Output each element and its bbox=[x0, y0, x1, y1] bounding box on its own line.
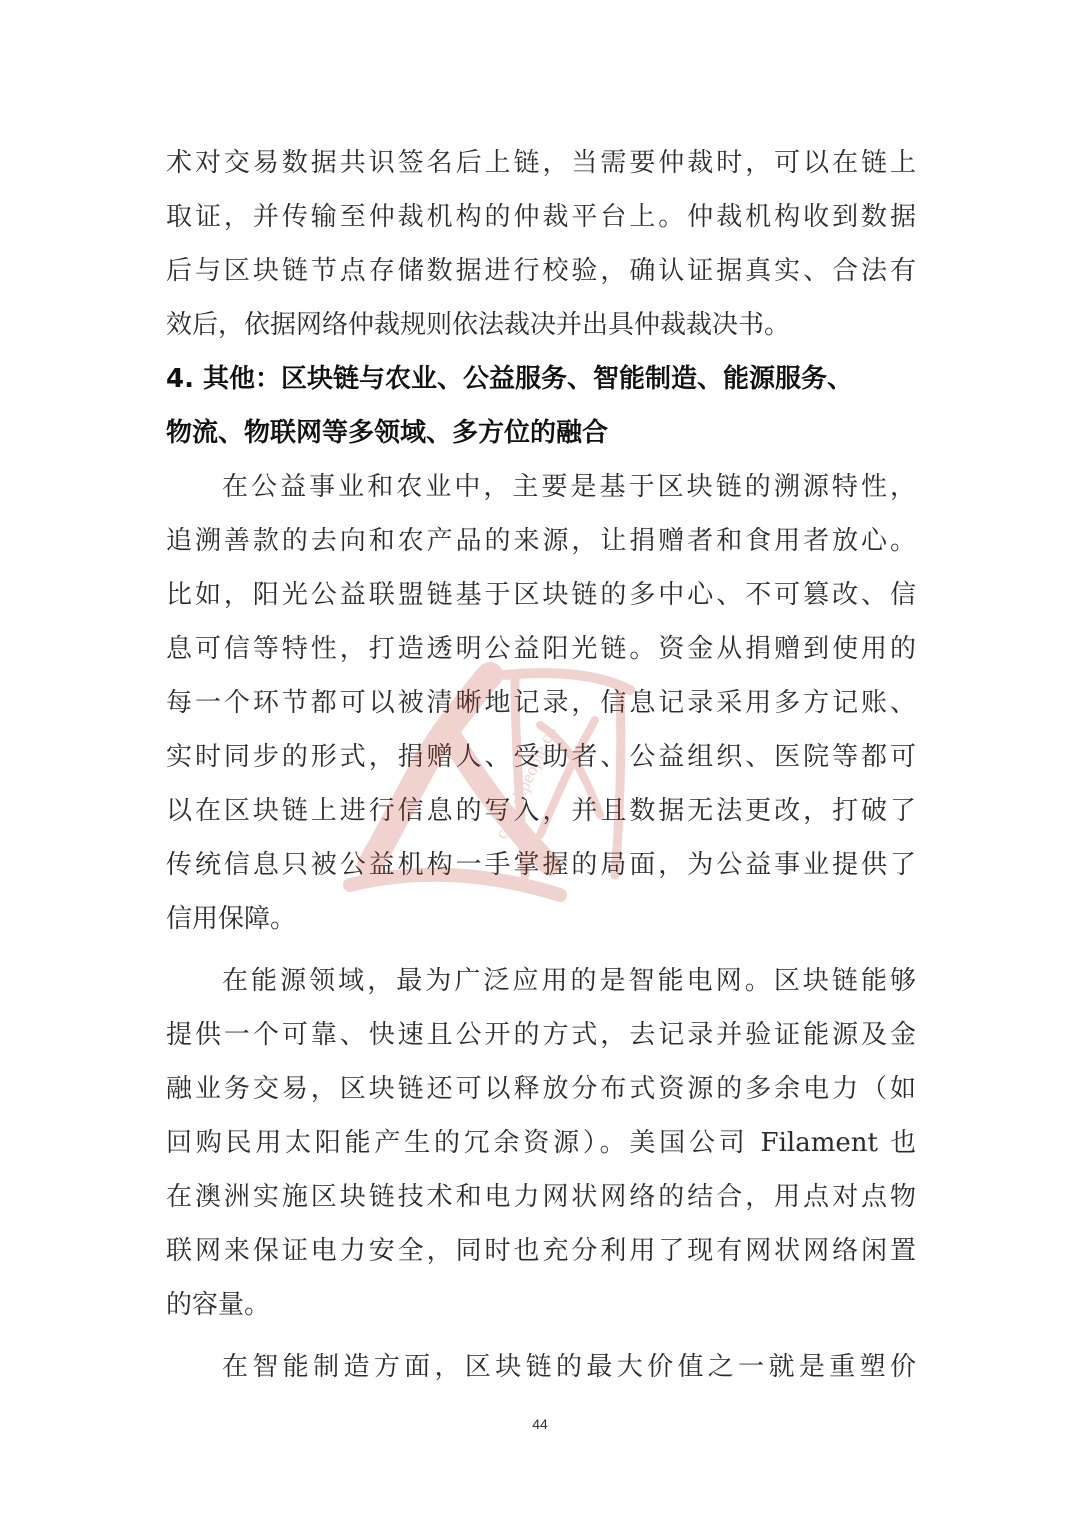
text-line: 提供一个可靠、快速且公开的方式，去记录并验证能源及金 bbox=[166, 1020, 916, 1050]
text-line: 效后，依据网络仲裁规则依法裁决并出具仲裁裁决书。 bbox=[166, 310, 791, 340]
text-line: 在公益事业和农业中，主要是基于区块链的溯源特性， bbox=[222, 472, 916, 502]
paragraph-energy bbox=[166, 954, 916, 1332]
page-content bbox=[166, 136, 916, 1394]
text-line: 回购民用太阳能产生的冗余资源）。美国公司 Filament 也 bbox=[166, 1128, 916, 1158]
text-line: 联网来保证电力安全，同时也充分利用了现有网状网络闲置 bbox=[166, 1236, 916, 1266]
heading-line: 4. 其他：区块链与农业、公益服务、智能制造、能源服务、 bbox=[166, 364, 854, 394]
text-line: 实时同步的形式，捐赠人、受助者、公益组织、医院等都可 bbox=[166, 742, 916, 772]
page-number: 44 bbox=[532, 1416, 548, 1432]
text-line: 以在区块链上进行信息的写入，并且数据无法更改，打破了 bbox=[166, 796, 916, 826]
text-line: 比如，阳光公益联盟链基于区块链的多中心、不可篡改、信 bbox=[166, 580, 916, 610]
text-line: 在智能制造方面，区块链的最大价值之一就是重塑价 bbox=[222, 1352, 916, 1382]
text-line: 取证，并传输至仲裁机构的仲裁平台上。仲裁机构收到数据 bbox=[166, 202, 916, 232]
watermark-subtext: capital.people.cn bbox=[490, 722, 561, 842]
paragraph-gap bbox=[166, 1332, 916, 1340]
text-line: 传统信息只被公益机构一手掌握的局面，为公益事业提供了 bbox=[166, 850, 916, 880]
paragraph-public-welfare bbox=[166, 460, 916, 946]
section-heading bbox=[166, 352, 916, 460]
paragraph-gap bbox=[166, 946, 916, 954]
paragraph-arbitration bbox=[166, 136, 916, 352]
text-line: 追溯善款的去向和农产品的来源，让捐赠者和食用者放心。 bbox=[166, 526, 916, 556]
text-line: 术对交易数据共识签名后上链，当需要仲裁时，可以在链上 bbox=[166, 148, 916, 178]
text-line: 信用保障。 bbox=[166, 904, 297, 934]
text-line: 后与区块链节点存储数据进行校验，确认证据真实、合法有 bbox=[166, 256, 916, 286]
paragraph-manufacturing bbox=[166, 1340, 916, 1394]
text-line: 的容量。 bbox=[166, 1290, 271, 1320]
text-line: 融业务交易，区块链还可以释放分布式资源的多余电力（如 bbox=[166, 1074, 916, 1104]
text-line: 在能源领域，最为广泛应用的是智能电网。区块链能够 bbox=[222, 966, 916, 996]
text-line: 息可信等特性，打造透明公益阳光链。资金从捐赠到使用的 bbox=[166, 634, 916, 664]
heading-line: 物流、物联网等多领域、多方位的融合 bbox=[166, 418, 609, 448]
text-line: 每一个环节都可以被清晰地记录，信息记录采用多方记账、 bbox=[166, 688, 916, 718]
text-line: 在澳洲实施区块链技术和电力网状网络的结合，用点对点物 bbox=[166, 1182, 916, 1212]
